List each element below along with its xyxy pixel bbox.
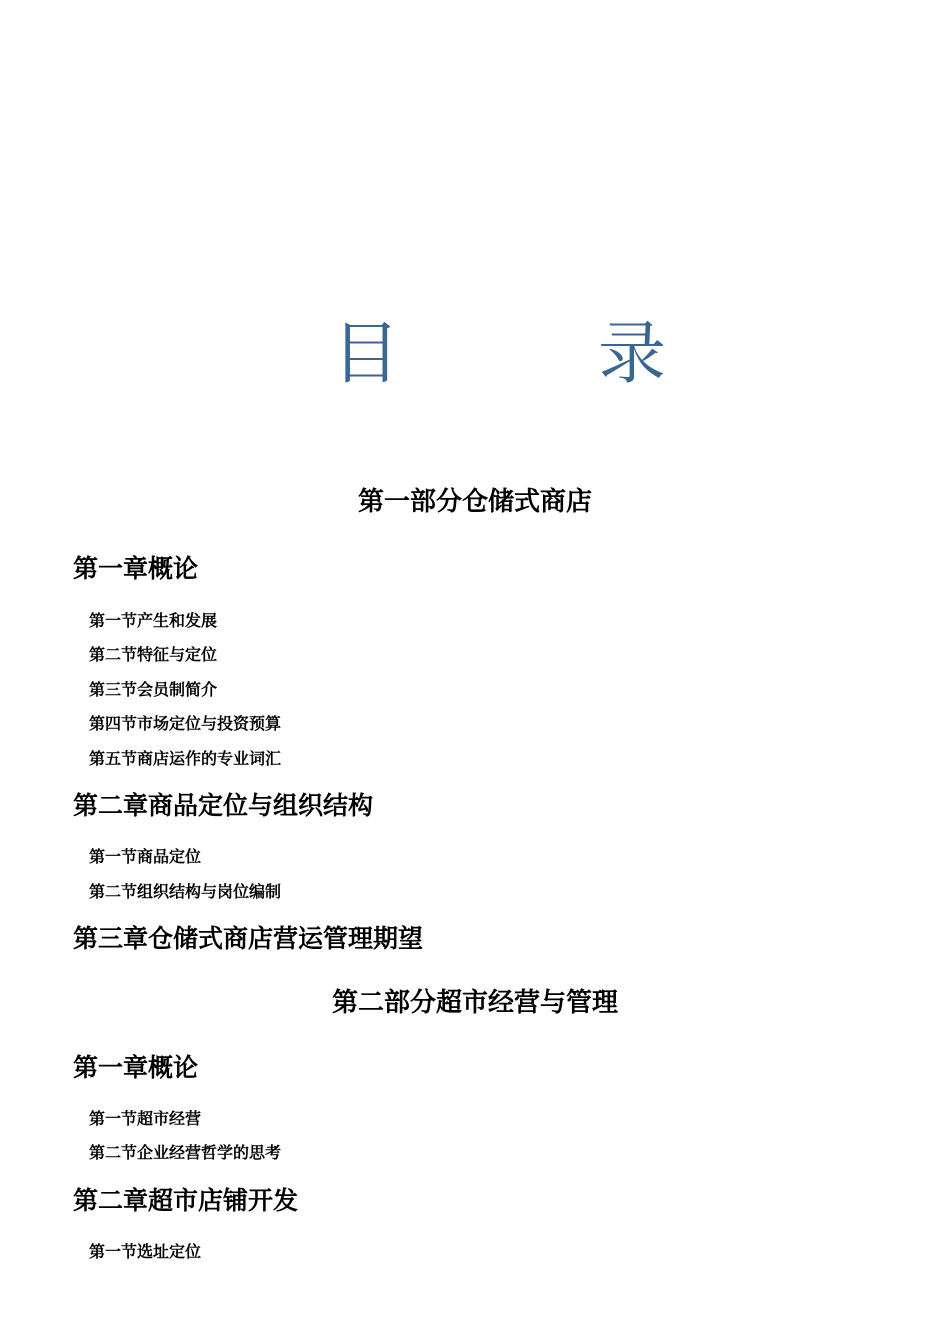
part-heading[interactable]: 第一部分仓储式商店	[357, 487, 592, 517]
toc-title	[0, 315, 950, 395]
chapter-heading[interactable]: 第三章仓储式商店营运管理期望	[73, 924, 424, 953]
chapter-heading[interactable]: 第二章超市店铺开发	[73, 1186, 299, 1215]
chapter-heading[interactable]: 第一章概论	[73, 554, 199, 583]
chapter-heading[interactable]: 第二章商品定位与组织结构	[73, 791, 374, 820]
section-item[interactable]: 第一节选址定位	[89, 1242, 202, 1261]
section-item[interactable]: 第四节市场定位与投资预算	[89, 714, 282, 733]
chapter-heading[interactable]: 第一章概论	[73, 1053, 199, 1082]
toc-title-char-1: 目	[332, 315, 401, 394]
section-item[interactable]: 第二节组织结构与岗位编制	[89, 882, 282, 901]
section-item[interactable]: 第一节超市经营	[89, 1109, 202, 1128]
section-item[interactable]: 第一节产生和发展	[89, 611, 218, 630]
section-item[interactable]: 第二节企业经营哲学的思考	[89, 1143, 282, 1162]
section-item[interactable]: 第二节特征与定位	[89, 645, 218, 664]
section-item[interactable]: 第三节会员制简介	[89, 680, 218, 699]
part-heading[interactable]: 第二部分超市经营与管理	[331, 988, 618, 1018]
section-item[interactable]: 第一节商品定位	[89, 847, 202, 866]
section-item[interactable]: 第五节商店运作的专业词汇	[89, 749, 282, 768]
toc-title-char-2: 录	[598, 315, 667, 394]
